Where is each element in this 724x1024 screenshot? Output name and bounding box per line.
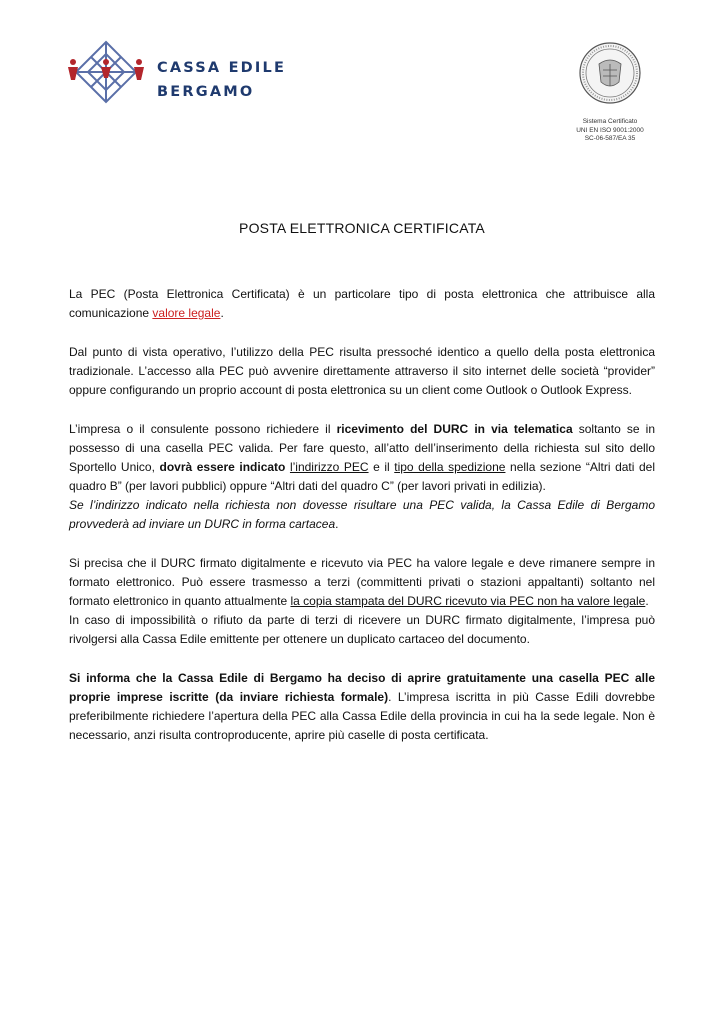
p3-text-c: soltanto se in possesso di una casella PEC valida. Per fare questo, all’atto dell’inserimento della richiesta sul sito dello Sportello Unico,	[69, 422, 656, 474]
brand-line1: CASSA EDILE	[157, 60, 287, 76]
p4-text-c: In caso di impossibilità o rifiuto da parte di terzi di ricevere un DURC firmato digitalmente, l’impresa può rivolgersi alla Cassa Edile emittente per ottenere un duplicato cartaceo del documento.	[69, 613, 655, 646]
p3-bold-indicato: dovrà essere indicato	[159, 460, 286, 474]
p3-underline-tipo: tipo della spedizione	[394, 460, 506, 474]
p3-end: .	[335, 517, 339, 531]
paragraph-5	[69, 669, 655, 745]
p1-end: .	[220, 306, 224, 320]
p3-text-i: nella sezione “Altri dati del quadro B” (per lavori pubblici) oppure “Altri dati del quadro C” (per lavori privati in edilizia).	[69, 460, 656, 493]
brand-name	[157, 56, 286, 104]
p3-underline-indirizzo: l’indirizzo PEC	[289, 460, 369, 474]
paragraph-2: Dal punto di vista operativo, l’utilizzo della PEC risulta pressoché identico a quello della posta elettronica tradizionale. L’accesso alla PEC può avvenire direttamente attraverso il sito internet delle società “provider” oppure configurando un proprio account di posta elettronica su un client come Outlook o Outlook Express.	[69, 345, 655, 397]
p5-rest: . L’impresa iscritta in più Casse Edili dovrebbe preferibilmente richiedere l’apertura della PEC alla Cassa Edile della provincia in cui ha la sede legale. Non è necessario, anzi risulta controproducente, aprire più caselle di posta certificata.	[69, 690, 655, 742]
p1-text: La PEC (Posta Elettronica Certificata) è un particolare tipo di posta elettronica che attribuisce alla comunicazione	[69, 287, 655, 320]
cert-line1: Sistema Certificato	[582, 118, 638, 125]
paragraph-3	[69, 420, 655, 534]
certification-text	[560, 118, 660, 144]
p5-bold: Si informa che la Cassa Edile di Bergamo ha deciso di aprire gratuitamente una casella PEC alle proprie imprese iscritte (da inviare richiesta formale)	[69, 671, 655, 704]
cert-line2: UNI EN ISO 9001:2000	[576, 126, 644, 134]
certification-seal-icon	[579, 42, 641, 104]
brand-line2: BERGAMO	[157, 84, 255, 100]
p4-text-a: Si precisa che il DURC firmato digitalmente e ricevuto via PEC ha valore legale e deve rimanere sempre in formato elettronico. Può essere trasmesso a terzi (committenti privati o stazioni appaltanti) soltanto nel formato elettronico in quanto attualmente	[69, 556, 655, 608]
paragraph-1	[69, 285, 655, 323]
cassa-edile-logo	[66, 40, 146, 104]
p3-text-g: e il	[368, 460, 395, 474]
page-title: POSTA ELETTRONICA CERTIFICATA	[239, 220, 485, 236]
p4-text-b: .	[645, 594, 649, 608]
p4-underline-copia: la copia stampata del DURC ricevuto via PEC non ha valore legale	[290, 594, 646, 608]
p3-bold-ricevimento: ricevimento del DURC in via telematica	[336, 422, 573, 436]
p3-italic-note: Se l’indirizzo indicato nella richiesta non dovesse risultare una PEC valida, la Cassa Edile di Bergamo provvederà ad inviare un DURC in forma cartacea	[69, 498, 655, 531]
paragraph-4	[69, 554, 655, 649]
document-body	[69, 285, 655, 763]
valore-legale-link[interactable]: valore legale	[152, 306, 221, 320]
cert-line3: SC-06-587/EA 35	[584, 135, 636, 143]
p3-text-a: L’impresa o il consulente possono richiedere il	[69, 422, 337, 436]
